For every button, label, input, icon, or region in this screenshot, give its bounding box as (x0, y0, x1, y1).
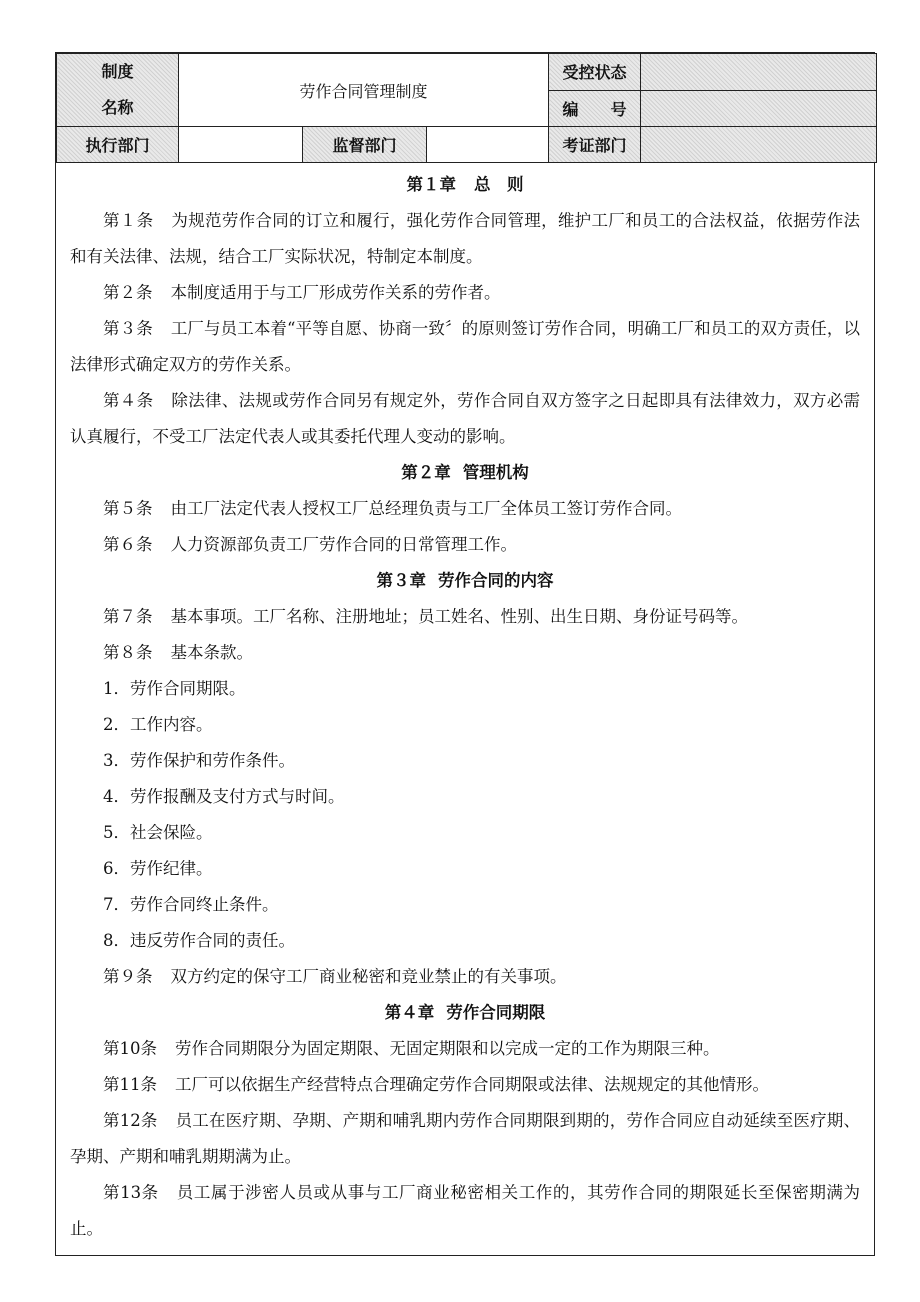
control-status-label: 受控状态 (549, 54, 641, 91)
doc-name-label-cell (57, 54, 179, 127)
article-number: 第８条 (103, 643, 153, 662)
article-text: 员工在医疗期、孕期、产期和哺乳期内劳作合同期限到期的，劳作合同应自动延续至医疗期、孕期、产期和哺乳期期满为止。 (70, 1111, 861, 1166)
doc-name-label-line2: 名称 (101, 98, 134, 117)
article-1 (70, 203, 860, 275)
chapter-3-number: 第３章 (376, 571, 426, 590)
control-status-value (641, 54, 877, 91)
article-2 (70, 275, 860, 311)
article-text: 双方约定的保守工厂商业秘密和竞业禁止的有关事项。 (170, 967, 567, 986)
supervise-dept-value (427, 127, 549, 163)
article-6 (70, 527, 860, 563)
article-text: 基本事项。工厂名称、注册地址；员工姓名、性别、出生日期、身份证号码等。 (170, 607, 748, 626)
chapter-2-number: 第２章 (401, 463, 451, 482)
article-text: 本制度适用于与工厂形成劳作关系的劳作者。 (170, 283, 501, 302)
article-number: 第３条 (103, 319, 153, 338)
chapter-4-number: 第４章 (384, 1003, 435, 1022)
article-number: 第13条 (103, 1183, 159, 1202)
list-item: 2．工作内容。 (103, 715, 213, 734)
chapter-3-heading: 劳作合同的内容 (438, 571, 554, 590)
article-number: 第７条 (103, 607, 153, 626)
header-table (56, 53, 877, 163)
list-item: 4．劳作报酬及支付方式与时间。 (103, 787, 345, 806)
article-7 (70, 599, 860, 635)
list-item: 6．劳作纪律。 (103, 859, 213, 878)
article-3 (70, 311, 860, 383)
article-text: 除法律、法规或劳作合同另有规定外，劳作合同自双方签字之日起即具有法律效力，双方必需认真履行，不受工厂法定代表人或其委托代理人变动的影响。 (70, 391, 861, 446)
chapter-1-number: 第１章 (406, 175, 456, 194)
article-10 (70, 1031, 860, 1067)
article-number: 第12条 (103, 1111, 158, 1130)
article-text: 员工属于涉密人员或从事与工厂商业秘密相关工作的，其劳作合同的期限延长至保密期满为止。 (70, 1183, 861, 1238)
number-label (549, 90, 641, 127)
list-item: 8．违反劳作合同的责任。 (103, 931, 295, 950)
doc-title: 劳作合同管理制度 (179, 54, 549, 127)
exam-dept-value (641, 127, 877, 163)
doc-name-label-line1: 制度 (101, 62, 134, 81)
article-text: 劳作合同期限分为固定期限、无固定期限和以完成一定的工作为期限三种。 (175, 1039, 720, 1058)
article-text: 为规范劳作合同的订立和履行，强化劳作合同管理，维护工厂和员工的合法权益，依据劳作法和有关法律、法规，结合工厂实际状况，特制定本制度。 (70, 211, 861, 266)
chapter-1-heading: 总 则 (474, 175, 524, 194)
article-number: 第11条 (103, 1075, 157, 1094)
article-number: 第６条 (103, 535, 153, 554)
article-12 (70, 1103, 860, 1175)
list-item: 1．劳作合同期限。 (103, 679, 246, 698)
article-8 (70, 635, 860, 671)
list-item: 7．劳作合同终止条件。 (103, 895, 279, 914)
exam-dept-label: 考证部门 (549, 127, 641, 163)
article-number: 第５条 (103, 499, 153, 518)
exec-dept-value (179, 127, 303, 163)
number-value (641, 90, 877, 127)
article-text: 由工厂法定代表人授权工厂总经理负责与工厂全体员工签订劳作合同。 (170, 499, 682, 518)
list-item: 3．劳作保护和劳作条件。 (103, 751, 295, 770)
chapter-1-title (70, 167, 860, 203)
exec-dept-label: 执行部门 (57, 127, 179, 163)
article-4 (70, 383, 860, 455)
article-text: 基本条款。 (170, 643, 253, 662)
list-item: 5．社会保险。 (103, 823, 213, 842)
chapter-2-heading: 管理机构 (462, 463, 529, 482)
article-number: 第９条 (103, 967, 153, 986)
article-number: 第２条 (103, 283, 153, 302)
document-body (56, 163, 874, 1255)
article-5 (70, 491, 860, 527)
supervise-dept-label: 监督部门 (303, 127, 427, 163)
chapter-4-heading: 劳作合同期限 (446, 1003, 546, 1022)
article-text: 人力资源部负责工厂劳作合同的日常管理工作。 (170, 535, 517, 554)
article-11 (70, 1067, 860, 1103)
chapter-4-title (70, 995, 860, 1031)
article-text: 工厂可以依据生产经营特点合理确定劳作合同期限或法律、法规规定的其他情形。 (175, 1075, 769, 1094)
article-number: 第１条 (103, 211, 154, 230)
article-number: 第４条 (103, 391, 154, 410)
article-13 (70, 1175, 860, 1247)
article-text: 工厂与员工本着“平等自愿、协商一致〞的原则签订劳作合同，明确工厂和员工的双方责任，以法律形式确定双方的劳作关系。 (70, 319, 860, 374)
article-9 (70, 959, 860, 995)
article-number: 第10条 (103, 1039, 157, 1058)
regulation-document (55, 52, 875, 1256)
chapter-3-title (70, 563, 860, 599)
chapter-2-title (70, 455, 860, 491)
number-label-text: 编 号 (562, 99, 627, 119)
